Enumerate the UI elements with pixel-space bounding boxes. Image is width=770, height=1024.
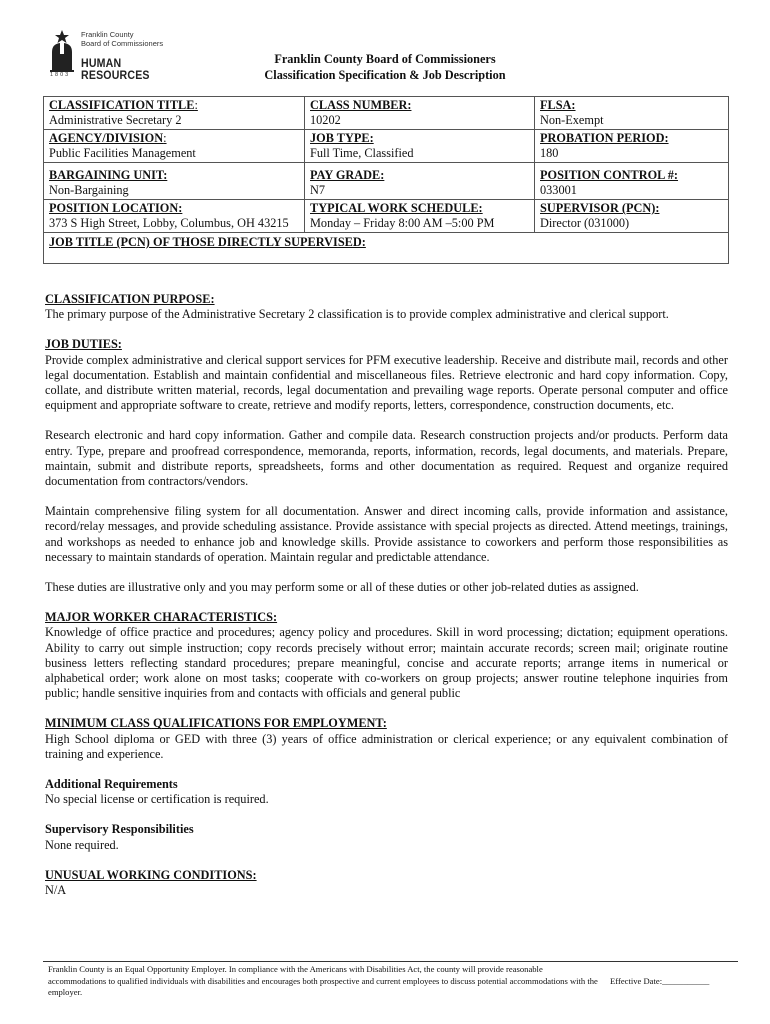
purpose-text: The primary purpose of the Administrative Secretary 2 classification is to provide complex administrative and clerical support.	[45, 307, 669, 322]
table-row	[44, 163, 729, 200]
classification-title-value: Administrative Secretary 2	[49, 112, 182, 127]
conditions-text: N/A	[45, 883, 67, 898]
field-label: CLASSIFICATION TITLE:	[49, 98, 198, 112]
field-label: PROBATION PERIOD:	[540, 131, 669, 145]
field-label: TYPICAL WORK SCHEDULE:	[310, 201, 483, 215]
duties-paragraph: Maintain comprehensive filing system for all documentation. Answer and direct incoming calls, provide information and assistance, record/relay messages, and provide scheduling assistance. Provide assistance with special projects as directed. Attend meetings, trainings, and workshops as needed to enhance job and knowledge skills. Provide assistance to coworkers and perform those responsibilities as necessary to maintain standards of operation. Maintain regular and predictable attendance.	[45, 504, 728, 564]
field-label: BARGAINING UNIT:	[49, 168, 168, 182]
position-control-value: 033001	[540, 182, 577, 197]
class-number-cell	[305, 97, 535, 130]
logo-line-2: Board of Commissioners	[81, 39, 164, 48]
table-row	[44, 97, 729, 130]
qualifications-text: High School diploma or GED with three (3) years of office administration or clerical experience; or any equivalent combination of training and experience.	[45, 731, 728, 761]
table-row	[44, 200, 729, 233]
table-row	[44, 130, 729, 163]
position-info-table	[43, 96, 729, 264]
pay-grade-value: N7	[310, 182, 326, 197]
characteristics-text: Knowledge of office practice and procedures; agency policy and procedures. Skill in word processing; dictation; equipment operations. Ability to carry out simple instruction; copy records precisely without error; maintain accurate records; screen mail; originate routine business letters reflecting standard procedures; prepare meaningful, concise and accurate reports; arrange items in numerical or alphabetical order; work alone on most tasks; cooperate with co-workers on group projects; answer routine telephone inquiries from public; handle sensitive inquiries from and contacts with officials and general public	[45, 625, 728, 701]
position-control-cell	[535, 163, 729, 200]
field-label: CLASS NUMBER:	[310, 98, 412, 112]
conditions-heading: UNUSUAL WORKING CONDITIONS:	[45, 867, 257, 882]
supervisor-cell	[535, 200, 729, 233]
job-type-cell	[305, 130, 535, 163]
supervised-titles-cell	[44, 233, 729, 264]
logo-year: 1803	[50, 72, 71, 78]
logo-line-1: Franklin County	[81, 30, 134, 39]
flsa-cell	[535, 97, 729, 130]
probation-period-cell	[535, 130, 729, 163]
agency-division-cell	[44, 130, 305, 163]
supervisory-heading: Supervisory Responsibilities	[45, 822, 194, 837]
field-label: POSITION LOCATION:	[49, 201, 183, 215]
qualifications-heading: MINIMUM CLASS QUALIFICATIONS FOR EMPLOYMENT:	[45, 716, 387, 731]
field-label: JOB TITLE (PCN) OF THOSE DIRECTLY SUPERVISED:	[49, 235, 366, 249]
position-location-cell	[44, 200, 305, 233]
document-header	[0, 51, 770, 83]
additional-requirements-heading: Additional Requirements	[45, 777, 178, 792]
duties-heading: JOB DUTIES:	[45, 337, 122, 352]
probation-period-value: 180	[540, 145, 559, 160]
field-label: POSITION CONTROL #:	[540, 168, 679, 182]
duties-paragraph: Provide complex administrative and clerical support services for PFM executive leadership. Receive and distribute mail, records and other legal documentation. Establish and maintain confidential and miscellaneous files. Retrieve electronic and hard copy information. Copy, collate, and distribute written material, records, legal documentation and prevailing wage reports. Operate personal computer and office equipment and appropriate software to create, retrieve and modify reports, letters, correspondence, construction documents, etc.	[45, 352, 728, 413]
pay-grade-cell	[305, 163, 535, 200]
field-label: SUPERVISOR (PCN):	[540, 201, 660, 215]
footer-divider	[43, 961, 738, 962]
document-title: Franklin County Board of Commissioners	[274, 52, 496, 66]
field-label: PAY GRADE:	[310, 168, 385, 182]
eeo-statement: Franklin County is an Equal Opportunity Employer. In compliance with the Americans with Disabilities Act, the county will provide reasonable accommodations to qualified individuals with disabilities and encourages both prospective and current employees to discuss potential accommodations with the employer.	[48, 964, 598, 997]
job-type-value: Full Time, Classified	[310, 145, 414, 160]
bargaining-unit-value: Non-Bargaining	[49, 182, 129, 197]
supervisor-value: Director (031000)	[540, 215, 630, 230]
field-label: FLSA:	[540, 98, 576, 112]
class-number-value: 10202	[310, 112, 341, 127]
job-description-body	[45, 292, 728, 898]
agency-division-value: Public Facilities Management	[49, 145, 196, 160]
bargaining-unit-cell	[44, 163, 305, 200]
effective-date: Effective Date:___________	[610, 976, 710, 986]
logo-name: HUMAN RESOURCES	[81, 58, 150, 82]
field-label: AGENCY/DIVISION:	[49, 131, 167, 145]
flsa-value: Non-Exempt	[540, 112, 604, 127]
field-label: JOB TYPE:	[310, 131, 374, 145]
typical-schedule-cell	[305, 200, 535, 233]
duties-paragraph: These duties are illustrative only and you may perform some or all of these duties or other job-related duties as assigned.	[45, 580, 639, 595]
document-subtitle: Classification Specification & Job Description	[264, 68, 506, 82]
classification-title-cell	[44, 97, 305, 130]
duties-paragraph: Research electronic and hard copy information. Gather and compile data. Research construction projects and/or products. Perform data entry. Type, prepare and proofread correspondence, memoranda, reports, information, records, legal documents, and materials. Prepare, maintain, submit and distribute reports, spreadsheets, forms and other documentation as required. Request and organize required documentation from contractors/vendors.	[45, 428, 728, 489]
characteristics-heading: MAJOR WORKER CHARACTERISTICS:	[45, 610, 278, 625]
supervisory-text: None required.	[45, 837, 119, 852]
additional-requirements-text: No special license or certification is required.	[45, 792, 269, 807]
typical-schedule-value: Monday – Friday 8:00 AM –5:00 PM	[310, 215, 495, 230]
purpose-heading: CLASSIFICATION PURPOSE:	[45, 292, 215, 306]
table-row	[44, 233, 729, 264]
position-location-value: 373 S High Street, Lobby, Columbus, OH 43215	[49, 215, 289, 230]
